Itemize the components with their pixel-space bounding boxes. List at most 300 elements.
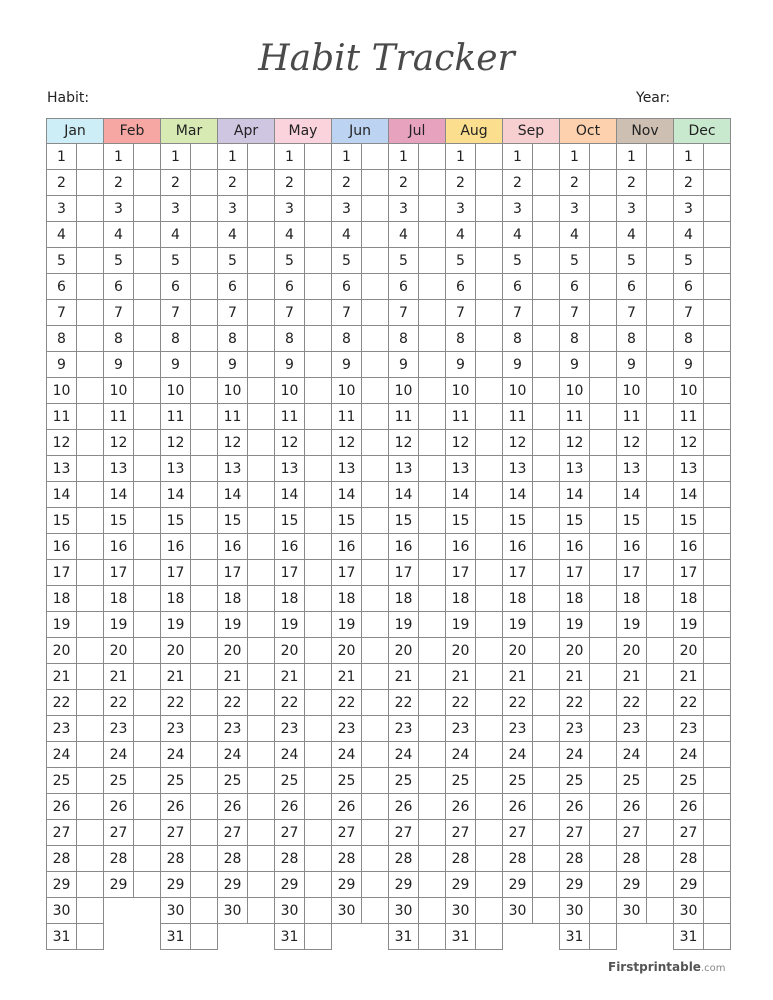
check-box[interactable] bbox=[76, 612, 104, 638]
check-box[interactable] bbox=[475, 872, 503, 898]
check-box[interactable] bbox=[76, 508, 104, 534]
day-cell[interactable] bbox=[217, 819, 275, 846]
check-box[interactable] bbox=[190, 300, 218, 326]
check-box[interactable] bbox=[703, 664, 731, 690]
day-cell[interactable] bbox=[388, 611, 446, 638]
check-box[interactable] bbox=[532, 352, 560, 378]
check-box[interactable] bbox=[703, 794, 731, 820]
check-box[interactable] bbox=[703, 898, 731, 924]
day-cell[interactable] bbox=[274, 741, 332, 768]
day-cell[interactable] bbox=[331, 325, 389, 352]
day-cell[interactable] bbox=[673, 637, 731, 664]
day-cell[interactable] bbox=[217, 221, 275, 248]
day-cell[interactable] bbox=[217, 767, 275, 794]
day-cell[interactable] bbox=[502, 403, 560, 430]
check-box[interactable] bbox=[361, 144, 389, 170]
check-box[interactable] bbox=[589, 794, 617, 820]
check-box[interactable] bbox=[133, 664, 161, 690]
check-box[interactable] bbox=[76, 352, 104, 378]
check-box[interactable] bbox=[304, 872, 332, 898]
check-box[interactable] bbox=[532, 404, 560, 430]
check-box[interactable] bbox=[76, 690, 104, 716]
check-box[interactable] bbox=[703, 144, 731, 170]
check-box[interactable] bbox=[418, 430, 446, 456]
check-box[interactable] bbox=[475, 274, 503, 300]
check-box[interactable] bbox=[589, 430, 617, 456]
check-box[interactable] bbox=[532, 768, 560, 794]
check-box[interactable] bbox=[475, 508, 503, 534]
check-box[interactable] bbox=[133, 144, 161, 170]
day-cell[interactable] bbox=[616, 195, 674, 222]
check-box[interactable] bbox=[304, 742, 332, 768]
day-cell[interactable] bbox=[331, 403, 389, 430]
day-cell[interactable] bbox=[46, 715, 104, 742]
check-box[interactable] bbox=[133, 560, 161, 586]
check-box[interactable] bbox=[304, 404, 332, 430]
check-box[interactable] bbox=[646, 404, 674, 430]
day-cell[interactable] bbox=[559, 325, 617, 352]
check-box[interactable] bbox=[304, 300, 332, 326]
day-cell[interactable] bbox=[160, 299, 218, 326]
day-cell[interactable] bbox=[388, 741, 446, 768]
day-cell[interactable] bbox=[388, 897, 446, 924]
day-cell[interactable] bbox=[445, 923, 503, 950]
day-cell[interactable] bbox=[274, 273, 332, 300]
day-cell[interactable] bbox=[388, 429, 446, 456]
check-box[interactable] bbox=[247, 586, 275, 612]
day-cell[interactable] bbox=[502, 455, 560, 482]
day-cell[interactable] bbox=[502, 481, 560, 508]
check-box[interactable] bbox=[418, 482, 446, 508]
day-cell[interactable] bbox=[160, 455, 218, 482]
day-cell[interactable] bbox=[559, 871, 617, 898]
check-box[interactable] bbox=[589, 612, 617, 638]
day-cell[interactable] bbox=[160, 169, 218, 196]
check-box[interactable] bbox=[247, 716, 275, 742]
day-cell[interactable] bbox=[616, 741, 674, 768]
check-box[interactable] bbox=[475, 144, 503, 170]
day-cell[interactable] bbox=[103, 455, 161, 482]
day-cell[interactable] bbox=[331, 897, 389, 924]
check-box[interactable] bbox=[475, 560, 503, 586]
day-cell[interactable] bbox=[331, 715, 389, 742]
day-cell[interactable] bbox=[160, 819, 218, 846]
day-cell[interactable] bbox=[559, 741, 617, 768]
check-box[interactable] bbox=[190, 612, 218, 638]
day-cell[interactable] bbox=[331, 689, 389, 716]
check-box[interactable] bbox=[703, 586, 731, 612]
check-box[interactable] bbox=[418, 560, 446, 586]
day-cell[interactable] bbox=[445, 767, 503, 794]
check-box[interactable] bbox=[646, 794, 674, 820]
day-cell[interactable] bbox=[445, 507, 503, 534]
day-cell[interactable] bbox=[46, 351, 104, 378]
day-cell[interactable] bbox=[274, 767, 332, 794]
check-box[interactable] bbox=[703, 196, 731, 222]
day-cell[interactable] bbox=[673, 767, 731, 794]
check-box[interactable] bbox=[76, 274, 104, 300]
day-cell[interactable] bbox=[103, 871, 161, 898]
day-cell[interactable] bbox=[559, 481, 617, 508]
day-cell[interactable] bbox=[502, 819, 560, 846]
day-cell[interactable] bbox=[331, 585, 389, 612]
check-box[interactable] bbox=[475, 768, 503, 794]
day-cell[interactable] bbox=[502, 793, 560, 820]
day-cell[interactable] bbox=[217, 507, 275, 534]
check-box[interactable] bbox=[589, 222, 617, 248]
check-box[interactable] bbox=[247, 820, 275, 846]
day-cell[interactable] bbox=[502, 741, 560, 768]
check-box[interactable] bbox=[418, 820, 446, 846]
check-box[interactable] bbox=[76, 768, 104, 794]
check-box[interactable] bbox=[475, 196, 503, 222]
day-cell[interactable] bbox=[217, 897, 275, 924]
check-box[interactable] bbox=[418, 586, 446, 612]
check-box[interactable] bbox=[646, 846, 674, 872]
check-box[interactable] bbox=[304, 820, 332, 846]
check-box[interactable] bbox=[361, 820, 389, 846]
check-box[interactable] bbox=[418, 274, 446, 300]
check-box[interactable] bbox=[475, 482, 503, 508]
day-cell[interactable] bbox=[331, 169, 389, 196]
check-box[interactable] bbox=[418, 534, 446, 560]
day-cell[interactable] bbox=[673, 169, 731, 196]
day-cell[interactable] bbox=[274, 429, 332, 456]
day-cell[interactable] bbox=[46, 299, 104, 326]
check-box[interactable] bbox=[703, 534, 731, 560]
day-cell[interactable] bbox=[388, 299, 446, 326]
day-cell[interactable] bbox=[103, 533, 161, 560]
day-cell[interactable] bbox=[274, 559, 332, 586]
day-cell[interactable] bbox=[559, 845, 617, 872]
check-box[interactable] bbox=[646, 300, 674, 326]
check-box[interactable] bbox=[133, 430, 161, 456]
day-cell[interactable] bbox=[616, 299, 674, 326]
day-cell[interactable] bbox=[388, 455, 446, 482]
check-box[interactable] bbox=[190, 690, 218, 716]
check-box[interactable] bbox=[190, 196, 218, 222]
day-cell[interactable] bbox=[274, 585, 332, 612]
check-box[interactable] bbox=[361, 560, 389, 586]
check-box[interactable] bbox=[646, 638, 674, 664]
check-box[interactable] bbox=[304, 924, 332, 950]
check-box[interactable] bbox=[361, 352, 389, 378]
check-box[interactable] bbox=[589, 768, 617, 794]
day-cell[interactable] bbox=[559, 247, 617, 274]
check-box[interactable] bbox=[703, 768, 731, 794]
day-cell[interactable] bbox=[274, 377, 332, 404]
day-cell[interactable] bbox=[160, 585, 218, 612]
check-box[interactable] bbox=[133, 586, 161, 612]
day-cell[interactable] bbox=[616, 897, 674, 924]
check-box[interactable] bbox=[304, 274, 332, 300]
day-cell[interactable] bbox=[46, 403, 104, 430]
check-box[interactable] bbox=[703, 248, 731, 274]
check-box[interactable] bbox=[589, 378, 617, 404]
check-box[interactable] bbox=[646, 664, 674, 690]
check-box[interactable] bbox=[475, 404, 503, 430]
check-box[interactable] bbox=[532, 196, 560, 222]
check-box[interactable] bbox=[361, 742, 389, 768]
check-box[interactable] bbox=[361, 612, 389, 638]
day-cell[interactable] bbox=[217, 741, 275, 768]
day-cell[interactable] bbox=[616, 507, 674, 534]
day-cell[interactable] bbox=[445, 247, 503, 274]
day-cell[interactable] bbox=[217, 429, 275, 456]
check-box[interactable] bbox=[247, 404, 275, 430]
check-box[interactable] bbox=[475, 456, 503, 482]
day-cell[interactable] bbox=[274, 689, 332, 716]
check-box[interactable] bbox=[190, 846, 218, 872]
day-cell[interactable] bbox=[673, 273, 731, 300]
check-box[interactable] bbox=[304, 508, 332, 534]
day-cell[interactable] bbox=[559, 221, 617, 248]
day-cell[interactable] bbox=[673, 351, 731, 378]
day-cell[interactable] bbox=[445, 741, 503, 768]
check-box[interactable] bbox=[589, 924, 617, 950]
check-box[interactable] bbox=[247, 326, 275, 352]
check-box[interactable] bbox=[76, 300, 104, 326]
check-box[interactable] bbox=[418, 144, 446, 170]
check-box[interactable] bbox=[475, 690, 503, 716]
day-cell[interactable] bbox=[274, 611, 332, 638]
day-cell[interactable] bbox=[502, 143, 560, 170]
check-box[interactable] bbox=[589, 638, 617, 664]
check-box[interactable] bbox=[418, 170, 446, 196]
check-box[interactable] bbox=[304, 482, 332, 508]
check-box[interactable] bbox=[190, 430, 218, 456]
day-cell[interactable] bbox=[160, 351, 218, 378]
day-cell[interactable] bbox=[160, 195, 218, 222]
day-cell[interactable] bbox=[331, 663, 389, 690]
check-box[interactable] bbox=[190, 742, 218, 768]
day-cell[interactable] bbox=[46, 611, 104, 638]
check-box[interactable] bbox=[532, 794, 560, 820]
day-cell[interactable] bbox=[217, 871, 275, 898]
day-cell[interactable] bbox=[502, 533, 560, 560]
day-cell[interactable] bbox=[388, 221, 446, 248]
check-box[interactable] bbox=[247, 664, 275, 690]
check-box[interactable] bbox=[361, 170, 389, 196]
day-cell[interactable] bbox=[103, 299, 161, 326]
day-cell[interactable] bbox=[388, 169, 446, 196]
check-box[interactable] bbox=[646, 274, 674, 300]
day-cell[interactable] bbox=[445, 195, 503, 222]
check-box[interactable] bbox=[361, 456, 389, 482]
day-cell[interactable] bbox=[559, 559, 617, 586]
day-cell[interactable] bbox=[46, 793, 104, 820]
check-box[interactable] bbox=[589, 482, 617, 508]
check-box[interactable] bbox=[247, 196, 275, 222]
day-cell[interactable] bbox=[502, 767, 560, 794]
day-cell[interactable] bbox=[160, 429, 218, 456]
check-box[interactable] bbox=[589, 846, 617, 872]
day-cell[interactable] bbox=[274, 533, 332, 560]
check-box[interactable] bbox=[703, 716, 731, 742]
check-box[interactable] bbox=[646, 170, 674, 196]
check-box[interactable] bbox=[532, 612, 560, 638]
day-cell[interactable] bbox=[673, 871, 731, 898]
check-box[interactable] bbox=[247, 768, 275, 794]
check-box[interactable] bbox=[133, 742, 161, 768]
check-box[interactable] bbox=[361, 378, 389, 404]
check-box[interactable] bbox=[247, 300, 275, 326]
check-box[interactable] bbox=[133, 274, 161, 300]
day-cell[interactable] bbox=[103, 611, 161, 638]
day-cell[interactable] bbox=[673, 741, 731, 768]
day-cell[interactable] bbox=[445, 585, 503, 612]
day-cell[interactable] bbox=[502, 351, 560, 378]
check-box[interactable] bbox=[247, 638, 275, 664]
check-box[interactable] bbox=[532, 144, 560, 170]
check-box[interactable] bbox=[247, 248, 275, 274]
check-box[interactable] bbox=[703, 326, 731, 352]
check-box[interactable] bbox=[703, 274, 731, 300]
day-cell[interactable] bbox=[388, 507, 446, 534]
day-cell[interactable] bbox=[673, 689, 731, 716]
check-box[interactable] bbox=[76, 820, 104, 846]
day-cell[interactable] bbox=[616, 663, 674, 690]
day-cell[interactable] bbox=[160, 637, 218, 664]
check-box[interactable] bbox=[532, 456, 560, 482]
day-cell[interactable] bbox=[46, 533, 104, 560]
day-cell[interactable] bbox=[559, 793, 617, 820]
check-box[interactable] bbox=[190, 560, 218, 586]
check-box[interactable] bbox=[646, 456, 674, 482]
day-cell[interactable] bbox=[217, 325, 275, 352]
day-cell[interactable] bbox=[160, 663, 218, 690]
check-box[interactable] bbox=[646, 508, 674, 534]
day-cell[interactable] bbox=[331, 247, 389, 274]
check-box[interactable] bbox=[76, 586, 104, 612]
day-cell[interactable] bbox=[46, 169, 104, 196]
check-box[interactable] bbox=[646, 430, 674, 456]
day-cell[interactable] bbox=[673, 715, 731, 742]
check-box[interactable] bbox=[475, 326, 503, 352]
check-box[interactable] bbox=[304, 638, 332, 664]
check-box[interactable] bbox=[133, 820, 161, 846]
day-cell[interactable] bbox=[559, 819, 617, 846]
day-cell[interactable] bbox=[103, 221, 161, 248]
day-cell[interactable] bbox=[673, 585, 731, 612]
check-box[interactable] bbox=[418, 508, 446, 534]
day-cell[interactable] bbox=[217, 143, 275, 170]
day-cell[interactable] bbox=[616, 273, 674, 300]
day-cell[interactable] bbox=[445, 351, 503, 378]
check-box[interactable] bbox=[475, 898, 503, 924]
day-cell[interactable] bbox=[274, 845, 332, 872]
day-cell[interactable] bbox=[46, 741, 104, 768]
check-box[interactable] bbox=[589, 300, 617, 326]
day-cell[interactable] bbox=[46, 221, 104, 248]
day-cell[interactable] bbox=[103, 559, 161, 586]
day-cell[interactable] bbox=[160, 845, 218, 872]
check-box[interactable] bbox=[76, 872, 104, 898]
check-box[interactable] bbox=[703, 742, 731, 768]
check-box[interactable] bbox=[133, 846, 161, 872]
day-cell[interactable] bbox=[274, 403, 332, 430]
day-cell[interactable] bbox=[160, 611, 218, 638]
day-cell[interactable] bbox=[445, 429, 503, 456]
day-cell[interactable] bbox=[160, 247, 218, 274]
check-box[interactable] bbox=[646, 482, 674, 508]
check-box[interactable] bbox=[304, 326, 332, 352]
day-cell[interactable] bbox=[103, 429, 161, 456]
day-cell[interactable] bbox=[274, 481, 332, 508]
check-box[interactable] bbox=[76, 456, 104, 482]
check-box[interactable] bbox=[247, 222, 275, 248]
day-cell[interactable] bbox=[388, 689, 446, 716]
day-cell[interactable] bbox=[388, 273, 446, 300]
day-cell[interactable] bbox=[616, 845, 674, 872]
day-cell[interactable] bbox=[217, 169, 275, 196]
day-cell[interactable] bbox=[616, 767, 674, 794]
day-cell[interactable] bbox=[46, 663, 104, 690]
day-cell[interactable] bbox=[160, 273, 218, 300]
check-box[interactable] bbox=[76, 664, 104, 690]
check-box[interactable] bbox=[703, 430, 731, 456]
check-box[interactable] bbox=[76, 638, 104, 664]
check-box[interactable] bbox=[247, 144, 275, 170]
check-box[interactable] bbox=[133, 170, 161, 196]
day-cell[interactable] bbox=[274, 169, 332, 196]
check-box[interactable] bbox=[589, 716, 617, 742]
day-cell[interactable] bbox=[445, 299, 503, 326]
day-cell[interactable] bbox=[217, 377, 275, 404]
check-box[interactable] bbox=[532, 222, 560, 248]
check-box[interactable] bbox=[247, 794, 275, 820]
check-box[interactable] bbox=[361, 898, 389, 924]
check-box[interactable] bbox=[190, 768, 218, 794]
day-cell[interactable] bbox=[160, 221, 218, 248]
day-cell[interactable] bbox=[673, 559, 731, 586]
check-box[interactable] bbox=[304, 170, 332, 196]
check-box[interactable] bbox=[646, 196, 674, 222]
check-box[interactable] bbox=[418, 612, 446, 638]
check-box[interactable] bbox=[475, 352, 503, 378]
day-cell[interactable] bbox=[673, 819, 731, 846]
check-box[interactable] bbox=[361, 508, 389, 534]
day-cell[interactable] bbox=[673, 221, 731, 248]
check-box[interactable] bbox=[532, 716, 560, 742]
day-cell[interactable] bbox=[331, 533, 389, 560]
check-box[interactable] bbox=[190, 586, 218, 612]
check-box[interactable] bbox=[703, 820, 731, 846]
check-box[interactable] bbox=[361, 482, 389, 508]
day-cell[interactable] bbox=[673, 481, 731, 508]
check-box[interactable] bbox=[703, 482, 731, 508]
check-box[interactable] bbox=[247, 508, 275, 534]
day-cell[interactable] bbox=[673, 845, 731, 872]
day-cell[interactable] bbox=[103, 819, 161, 846]
day-cell[interactable] bbox=[445, 611, 503, 638]
check-box[interactable] bbox=[361, 586, 389, 612]
day-cell[interactable] bbox=[445, 793, 503, 820]
check-box[interactable] bbox=[133, 300, 161, 326]
check-box[interactable] bbox=[76, 716, 104, 742]
check-box[interactable] bbox=[361, 664, 389, 690]
day-cell[interactable] bbox=[388, 845, 446, 872]
check-box[interactable] bbox=[133, 872, 161, 898]
check-box[interactable] bbox=[418, 326, 446, 352]
day-cell[interactable] bbox=[502, 429, 560, 456]
check-box[interactable] bbox=[190, 482, 218, 508]
check-box[interactable] bbox=[133, 794, 161, 820]
day-cell[interactable] bbox=[160, 325, 218, 352]
check-box[interactable] bbox=[361, 222, 389, 248]
check-box[interactable] bbox=[589, 456, 617, 482]
day-cell[interactable] bbox=[616, 689, 674, 716]
